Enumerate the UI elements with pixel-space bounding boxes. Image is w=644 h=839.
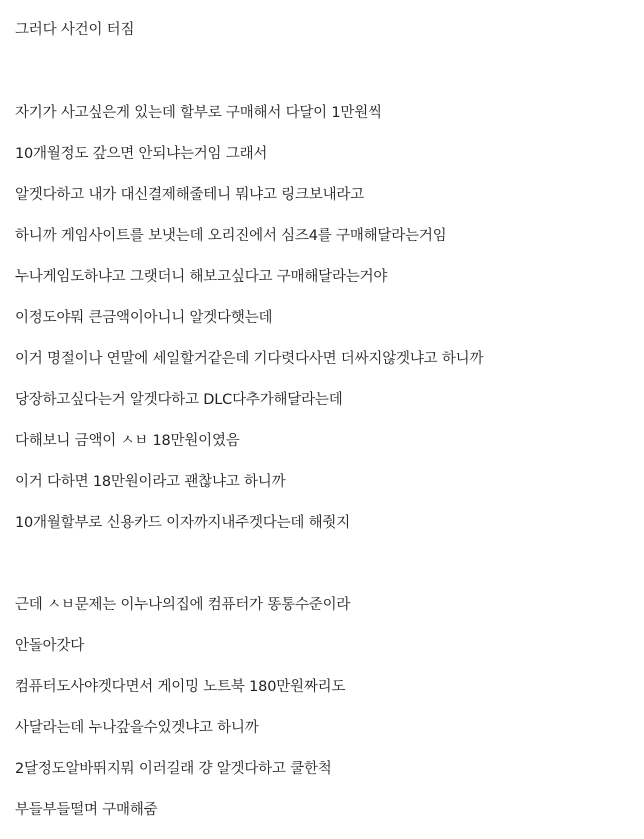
text-line: 이거 다하면 18만원이라고 괜찮냐고 하니까 bbox=[15, 474, 286, 490]
text-line: 10개월정도 갚으면 안되냐는거임 그래서 bbox=[15, 146, 268, 162]
text-line: 다해보니 금액이 ㅅㅂ 18만원이였음 bbox=[15, 433, 240, 449]
text-line: 이정도야뭐 큰금액이아니니 알겟다햇는데 bbox=[15, 310, 273, 326]
text-line: 근데 ㅅㅂ문제는 이누나의집에 컴퓨터가 똥통수준이라 bbox=[15, 597, 351, 613]
text-line: 알겟다하고 내가 대신결제해줄테니 뭐냐고 링크보내라고 bbox=[15, 187, 365, 203]
text-line: 이거 명절이나 연말에 세일할거같은데 기다렷다사면 더싸지않겟냐고 하니까 bbox=[15, 351, 484, 367]
text-line: 안돌아갓다 bbox=[15, 638, 85, 654]
text-line: 컴퓨터도사야겟다면서 게이밍 노트북 180만원짜리도 bbox=[15, 679, 346, 695]
text-line: 10개월할부로 신용카드 이자까지내주겟다는데 해줫지 bbox=[15, 515, 351, 531]
text-line: 당장하고싶다는거 알겟다하고 DLC다추가해달라는데 bbox=[15, 392, 343, 408]
text-line: 사달라는데 누나갚을수있겟냐고 하니까 bbox=[15, 720, 259, 736]
text-line: 2달정도알바뛰지뭐 이러길래 걍 알겟다하고 쿨한척 bbox=[15, 761, 332, 777]
text-line: 누나게임도하냐고 그랫더니 해보고싶다고 구매해달라는거야 bbox=[15, 269, 388, 285]
text-line: 자기가 사고싶은게 있는데 할부로 구매해서 다달이 1만원씩 bbox=[15, 105, 382, 121]
text-line: 그러다 사건이 터짐 bbox=[15, 22, 135, 38]
text-line: 하니까 게임사이트를 보냇는데 오리진에서 심즈4를 구매해달라는거임 bbox=[15, 228, 447, 244]
text-line: 부들부들떨며 구매해줌 bbox=[15, 802, 158, 818]
